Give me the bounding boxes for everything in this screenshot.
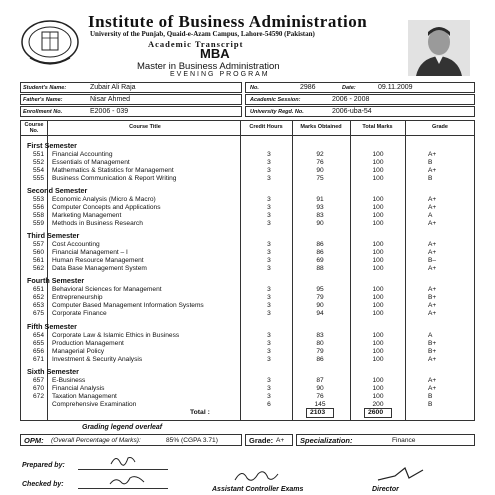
course-row [0,151,495,159]
total-marks-obtained: 2103 [310,409,326,416]
session-label: Academic Session: [250,97,301,103]
credit-hours: 3 [267,151,271,158]
marks-obtained: 90 [316,385,324,392]
specialization-value: Finance [392,437,416,444]
course-title: Taxation Management [52,393,117,400]
specialization-label: Specialization: [300,436,353,445]
col-total-marks: Total Marks [362,124,393,130]
semester-heading: Third Semester [27,231,80,240]
col-course-title: Course Title [129,124,161,130]
director-label: Director [372,486,399,493]
credit-hours: 3 [267,340,271,347]
credit-hours: 3 [267,204,271,211]
course-row [0,332,495,340]
grade-label: Grade: [249,436,274,445]
course-code: 555 [33,175,45,182]
credit-hours: 3 [267,196,271,203]
course-grade: A+ [428,220,437,227]
opm-box [20,434,242,446]
total-marks: 100 [372,249,384,256]
course-row [0,212,495,220]
director-signature-icon [375,464,425,484]
marks-obtained: 145 [314,401,326,408]
total-marks: 100 [372,294,384,301]
course-row [0,348,495,356]
semester-heading: Second Semester [27,186,88,195]
course-code: 651 [33,286,45,293]
father-name-label: Father's Name: [23,97,63,103]
opm-desc: (Overall Percentage of Marks): [51,437,141,444]
credit-hours: 3 [267,393,271,400]
credit-hours: 3 [267,302,271,309]
total-label: Total : [190,409,210,416]
father-name: Nisar Ahmed [90,96,131,103]
course-code: 671 [33,356,45,363]
total-marks: 100 [372,159,384,166]
total-marks: 100 [372,204,384,211]
credit-hours: 3 [267,249,271,256]
course-code: 656 [33,348,45,355]
total-marks: 100 [372,167,384,174]
prepared-by-line [78,469,168,470]
course-code: 552 [33,159,45,166]
semester-heading: Sixth Semester [27,367,79,376]
credit-hours: 3 [267,385,271,392]
total-marks: 100 [372,348,384,355]
col-credit-hours: Credit Hours [249,124,283,130]
course-title: Comprehensive Examination [52,401,137,408]
course-code: 559 [33,220,45,227]
course-grade: B+ [428,340,437,347]
total-marks: 100 [372,393,384,400]
doc-no-box [245,82,475,93]
course-title: Economic Analysis (Micro & Macro) [52,196,156,203]
credit-hours: 3 [267,310,271,317]
credit-hours: 3 [267,212,271,219]
opm-value: 85% (CGPA 3.71) [166,437,218,444]
course-grade: A+ [428,151,437,158]
course-title: Methods in Business Research [52,220,143,227]
course-title: E-Business [52,377,86,384]
course-row [0,340,495,348]
course-row [0,401,495,409]
total-marks: 100 [372,310,384,317]
course-grade: A+ [428,265,437,272]
course-title: Mathematics & Statistics for Management [52,167,174,174]
total-marks: 100 [372,286,384,293]
course-grade: A+ [428,385,437,392]
course-title: Data Base Management System [52,265,147,272]
opm-label: OPM: [24,436,44,445]
course-grade: B+ [428,294,437,301]
course-code: 654 [33,332,45,339]
course-title: Financial Management – I [52,249,128,256]
course-code: 562 [33,265,45,272]
enrollment-label: Enrollment No. [23,109,63,115]
marks-obtained: 76 [316,393,324,400]
course-grade: A+ [428,377,437,384]
course-grade: A+ [428,249,437,256]
total-marks: 2600 [368,409,384,416]
university-address: University of the Punjab, Quaid-e-Azam Campus, Lahore-54590 (Pakistan) [90,30,315,38]
institute-name: Institute of Business Administration [88,12,368,31]
course-row [0,159,495,167]
course-title: Behavioral Sciences for Management [52,286,162,293]
course-code: 554 [33,167,45,174]
semester-heading: First Semester [27,141,77,150]
course-row [0,393,495,401]
course-row [0,220,495,228]
prepared-signature-icon [108,452,138,468]
course-code: 672 [33,393,45,400]
col-course-no: Course No. [24,122,44,134]
marks-obtained: 86 [316,249,324,256]
total-marks: 100 [372,340,384,347]
marks-obtained: 80 [316,340,324,347]
total-marks: 100 [372,175,384,182]
total-marks: 100 [372,241,384,248]
marks-obtained: 83 [316,212,324,219]
course-code: 653 [33,302,45,309]
total-marks: 100 [372,220,384,227]
course-grade: B [428,175,433,182]
grade-box [245,434,293,446]
course-grade: A+ [428,204,437,211]
marks-obtained: 88 [316,265,324,272]
course-row [0,167,495,175]
credit-hours: 3 [267,286,271,293]
doc-no-label: No. [250,85,259,91]
course-title: Production Management [52,340,124,347]
regd-label: University Regd. No. [250,109,304,115]
marks-obtained: 93 [316,204,324,211]
course-grade: A+ [428,167,437,174]
course-row [0,377,495,385]
student-photo-icon [408,20,470,76]
total-marks: 100 [372,385,384,392]
col-grade: Grade [432,124,448,130]
course-grade: A+ [428,241,437,248]
course-row [0,249,495,257]
course-row [0,356,495,364]
program-short: MBA [200,46,230,61]
course-title: Marketing Management [52,212,122,219]
marks-obtained: 90 [316,220,324,227]
credit-hours: 3 [267,265,271,272]
date-label: Date: [342,85,356,91]
marks-obtained: 91 [316,196,324,203]
university-crest-icon [20,18,80,66]
enrollment-no: E2006 - 039 [90,108,129,115]
course-grade: A+ [428,310,437,317]
course-row [0,204,495,212]
checked-signature-icon [108,472,148,488]
course-row [0,294,495,302]
course-row [0,265,495,273]
total-marks: 100 [372,332,384,339]
checked-by-line [78,488,168,489]
transcript-header [0,0,495,80]
credit-hours: 3 [267,167,271,174]
academic-session: 2006 - 2008 [332,96,370,103]
marks-obtained: 86 [316,241,324,248]
course-title: Computer Based Management Information Systems [52,302,204,309]
course-title: Investment & Security Analysis [52,356,143,363]
credit-hours: 3 [267,257,271,264]
course-code: 553 [33,196,45,203]
course-row [0,257,495,265]
program-type: EVENING PROGRAM [170,71,270,78]
checked-by-label: Checked by: [22,481,64,488]
course-grade: B [428,401,433,408]
total-marks: 100 [372,265,384,272]
course-grade: B [428,393,433,400]
credit-hours: 3 [267,377,271,384]
course-grade: A+ [428,302,437,309]
marks-obtained: 92 [316,151,324,158]
credit-hours: 6 [267,401,271,408]
course-code: 652 [33,294,45,301]
course-title: Business Communication & Report Writing [52,175,177,182]
marks-obtained: 83 [316,332,324,339]
course-code: 558 [33,212,45,219]
course-title: Corporate Finance [52,310,107,317]
semester-heading: Fourth Semester [27,276,85,285]
credit-hours: 3 [267,159,271,166]
credit-hours: 3 [267,348,271,355]
total-marks: 100 [372,151,384,158]
course-code: 551 [33,151,45,158]
course-title: Human Resource Management [52,257,144,264]
course-row [0,310,495,318]
regd-no: 2006-uba-54 [332,108,372,115]
marks-obtained: 69 [316,257,324,264]
course-code: 556 [33,204,45,211]
marks-obtained: 94 [316,310,324,317]
course-title: Computer Concepts and Applications [52,204,161,211]
course-grade: A [428,332,433,339]
student-name-label: Student's Name: [23,85,67,91]
student-photo [408,20,470,76]
credit-hours: 3 [267,332,271,339]
controller-signature-icon [232,466,282,486]
course-grade: A [428,212,433,219]
marks-obtained: 79 [316,294,324,301]
credit-hours: 3 [267,241,271,248]
course-title: Financial Analysis [52,385,105,392]
program-full: Master in Business Administration [137,61,280,72]
course-code: 561 [33,257,45,264]
doc-no: 2986 [300,84,316,91]
controller-label: Assistant Controller Exams [212,486,304,493]
grade-value: A+ [276,437,285,444]
course-code: 675 [33,310,45,317]
course-row [0,196,495,204]
document-title: Academic Transcript [148,39,244,49]
course-row [0,241,495,249]
course-grade: A+ [428,196,437,203]
course-code: 670 [33,385,45,392]
issue-date: 09.11.2009 [378,84,413,91]
student-name: Zubair Ali Raja [90,84,136,91]
marks-obtained: 75 [316,175,324,182]
course-row [0,385,495,393]
course-title: Entrepreneurship [52,294,103,301]
course-grade: B [428,159,433,166]
course-grade: A+ [428,286,437,293]
specialization-box [296,434,475,446]
total-marks: 100 [372,377,384,384]
course-code: 557 [33,241,45,248]
course-row [0,302,495,310]
course-code: 655 [33,340,45,347]
total-marks: 100 [372,356,384,363]
course-grade: B+ [428,348,437,355]
course-code: 560 [33,249,45,256]
total-marks: 200 [372,401,384,408]
total-marks: 100 [372,302,384,309]
course-grade: A+ [428,356,437,363]
credit-hours: 3 [267,220,271,227]
marks-obtained: 79 [316,348,324,355]
marks-obtained: 90 [316,302,324,309]
course-row [0,175,495,183]
course-title: Managerial Policy [52,348,105,355]
marks-obtained: 90 [316,167,324,174]
marks-obtained: 87 [316,377,324,384]
course-title: Financial Accounting [52,151,113,158]
grading-note: Grading legend overleaf [82,424,163,431]
course-grade: B– [428,257,437,264]
col-marks-obtained: Marks Obtained [300,124,342,130]
credit-hours: 3 [267,294,271,301]
course-row [0,286,495,294]
credit-hours: 3 [267,356,271,363]
total-marks: 100 [372,196,384,203]
marks-obtained: 86 [316,356,324,363]
course-code: 657 [33,377,45,384]
total-marks: 100 [372,212,384,219]
course-title: Cost Accounting [52,241,100,248]
credit-hours: 3 [267,175,271,182]
total-marks: 100 [372,257,384,264]
course-title: Essentials of Management [52,159,130,166]
marks-obtained: 76 [316,159,324,166]
marks-obtained: 95 [316,286,324,293]
course-title: Corporate Law & Islamic Ethics in Business [52,332,180,339]
prepared-by-label: Prepared by: [22,462,65,469]
semester-heading: Fifth Semester [27,322,77,331]
